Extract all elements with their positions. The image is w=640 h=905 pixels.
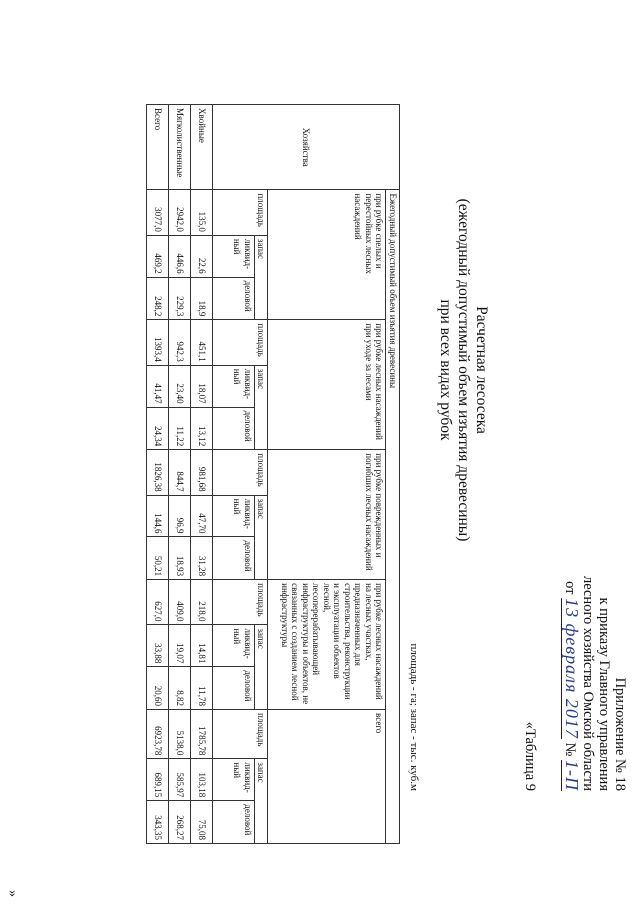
table-cell: 96,9 bbox=[169, 495, 191, 537]
allowable-cut-table bbox=[146, 104, 400, 844]
stock-header: запас bbox=[255, 365, 269, 450]
table-cell: 24,34 bbox=[147, 407, 169, 450]
table-cell: 585,97 bbox=[169, 759, 191, 801]
table-cell: 446,6 bbox=[169, 235, 191, 277]
row-label: Мягколиственные bbox=[169, 105, 191, 190]
table-cell: 5138,0 bbox=[169, 710, 191, 759]
handwritten-date: 13 февраля 2017 bbox=[562, 598, 582, 739]
units-note: площадь - га; запас - тыс. куб.м bbox=[408, 643, 420, 791]
closing-quote: » bbox=[5, 890, 20, 897]
table-cell: 268,27 bbox=[169, 801, 191, 844]
table-cell: 135,0 bbox=[191, 190, 213, 235]
appendix-number: Приложение № 18 bbox=[612, 677, 628, 791]
table-cell: 11,78 bbox=[191, 667, 213, 710]
table-cell: 6923,78 bbox=[147, 710, 169, 759]
title-line-1: Расчетная лесосека bbox=[473, 306, 490, 434]
table-cell: 14,81 bbox=[191, 625, 213, 667]
liquid-header: ликвид-ный bbox=[213, 759, 255, 801]
area-header: площадь bbox=[213, 450, 269, 495]
table-cell: 50,21 bbox=[147, 537, 169, 580]
table-cell: 47,70 bbox=[191, 495, 213, 537]
row-label: Всего bbox=[147, 105, 169, 190]
table-cell: 1785,78 bbox=[191, 710, 213, 759]
handwritten-number: 1-П bbox=[562, 760, 582, 791]
table-cell: 31,28 bbox=[191, 537, 213, 580]
table-cell: 18,9 bbox=[191, 277, 213, 320]
order-reference: к приказу Главного управления bbox=[596, 597, 612, 791]
table-cell: 218,0 bbox=[191, 580, 213, 625]
area-header: площадь bbox=[213, 580, 269, 625]
table-cell: 1393,4 bbox=[147, 320, 169, 365]
business-header: деловой bbox=[213, 801, 255, 844]
table-cell: 19,07 bbox=[169, 625, 191, 667]
table-cell: 689,15 bbox=[147, 759, 169, 801]
liquid-header: ликвид-ный bbox=[213, 625, 255, 667]
group-care-felling: при рубке лесных насаждений при уходе за лесами bbox=[268, 320, 386, 450]
table-cell: 229,3 bbox=[169, 277, 191, 320]
table-cell: 409,0 bbox=[169, 580, 191, 625]
table-cell: 1826,38 bbox=[147, 450, 169, 495]
table-cell: 248,2 bbox=[147, 277, 169, 320]
group-infrastructure: при рубке лесных насаждений на лесных участках, предназначенных для строительства, реконструкции и эксплуатации объектов лесной, лесоперерабатывающей инфраструктуры и объектов, не связанных с созданием лесной инфраструктуры bbox=[268, 580, 386, 710]
title-line-3: при всех видах рубок bbox=[437, 299, 454, 441]
document-header bbox=[561, 431, 628, 791]
table-row bbox=[191, 105, 213, 844]
document-title bbox=[436, 150, 490, 590]
table-row bbox=[147, 105, 169, 844]
group-total: всего bbox=[268, 710, 386, 844]
table-cell: 8,82 bbox=[169, 667, 191, 710]
business-header: деловой bbox=[213, 277, 255, 320]
liquid-header: ликвид-ный bbox=[213, 495, 255, 537]
header-annual-volume: Ежегодный допустимый объем изъятия древесины bbox=[386, 190, 400, 844]
table-cell: 41,47 bbox=[147, 365, 169, 407]
table-cell: 3077,0 bbox=[147, 190, 169, 235]
table-cell: 22,6 bbox=[191, 235, 213, 277]
area-header: площадь bbox=[213, 710, 269, 759]
table-cell: 13,12 bbox=[191, 407, 213, 450]
table-cell: 23,40 bbox=[169, 365, 191, 407]
business-header: деловой bbox=[213, 407, 255, 450]
title-line-2: (ежегодный допустимый объем изъятия древесины) bbox=[455, 198, 472, 542]
date-from-label: от bbox=[562, 581, 578, 595]
table-cell: 627,0 bbox=[147, 580, 169, 625]
table-cell: 18,07 bbox=[191, 365, 213, 407]
table-cell: 103,18 bbox=[191, 759, 213, 801]
area-header: площадь bbox=[213, 190, 269, 235]
table-cell: 11,22 bbox=[169, 407, 191, 450]
table-cell: 2942,0 bbox=[169, 190, 191, 235]
group-damaged-stands: при рубке поврежденных и погибших лесных насаждений bbox=[268, 450, 386, 580]
table-cell: 451,1 bbox=[191, 320, 213, 365]
table-cell: 469,2 bbox=[147, 235, 169, 277]
business-header: деловой bbox=[213, 667, 255, 710]
stock-header: запас bbox=[255, 235, 269, 320]
area-header: площадь bbox=[213, 320, 269, 365]
table-row bbox=[169, 105, 191, 844]
number-label: № bbox=[562, 742, 578, 757]
row-label: Хвойные bbox=[191, 105, 213, 190]
table-cell: 343,35 bbox=[147, 801, 169, 844]
table-cell: 33,88 bbox=[147, 625, 169, 667]
table-cell: 844,7 bbox=[169, 450, 191, 495]
liquid-header: ликвид-ный bbox=[213, 235, 255, 277]
liquid-header: ликвид-ный bbox=[213, 365, 255, 407]
table-cell: 981,68 bbox=[191, 450, 213, 495]
business-header: деловой bbox=[213, 537, 255, 580]
department-name: лесного хозяйства Омской области bbox=[580, 575, 596, 791]
header-farms: Хозяйства bbox=[213, 105, 400, 190]
table-cell: 942,3 bbox=[169, 320, 191, 365]
table-cell: 18,93 bbox=[169, 537, 191, 580]
table-cell: 144,6 bbox=[147, 495, 169, 537]
table-cell: 20,60 bbox=[147, 667, 169, 710]
group-mature-stands: при рубке спелых и перестойных лесных насаждений bbox=[268, 190, 386, 320]
stock-header: запас bbox=[255, 759, 269, 844]
stock-header: запас bbox=[255, 495, 269, 580]
date-line bbox=[561, 431, 580, 791]
table-cell: 75,08 bbox=[191, 801, 213, 844]
stock-header: запас bbox=[255, 625, 269, 710]
table-number: «Таблица 9 bbox=[522, 721, 538, 791]
